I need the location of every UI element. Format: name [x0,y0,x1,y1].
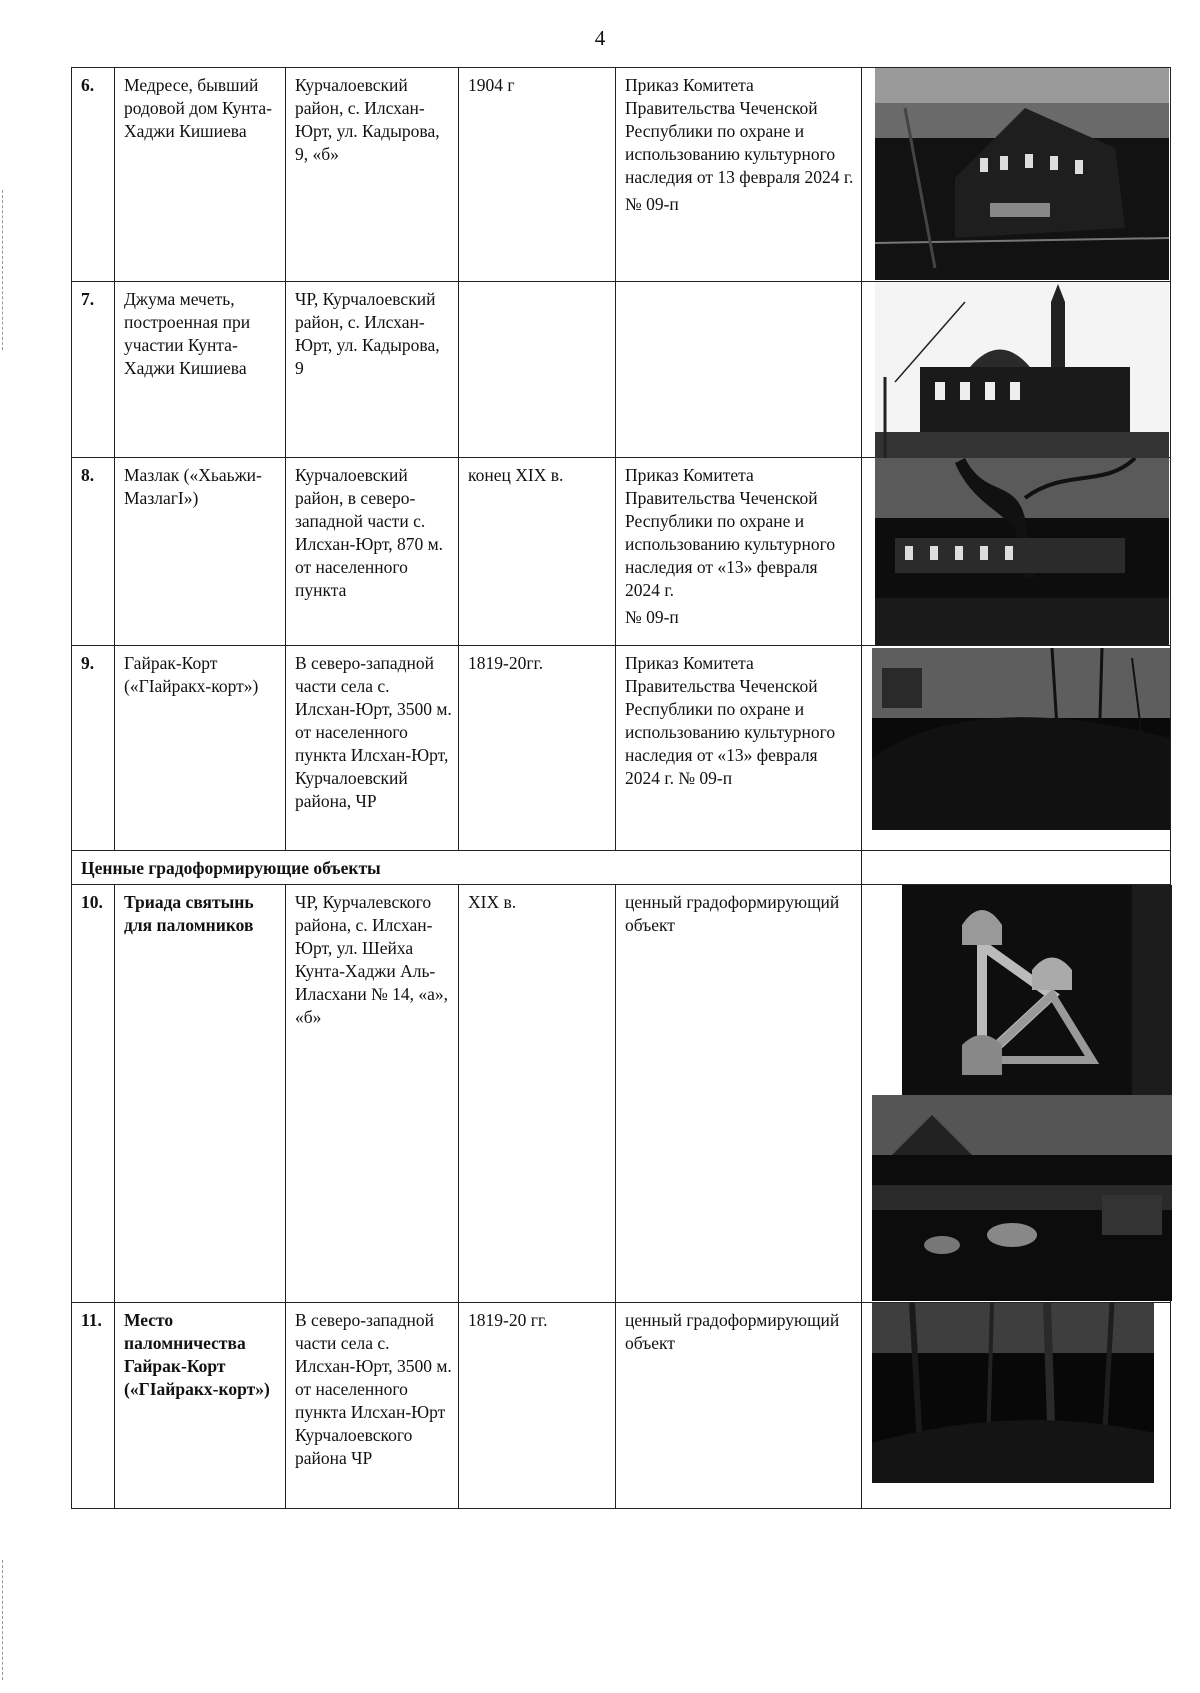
object-photo-cell [862,282,1171,458]
object-date: конец XIX в. [459,458,616,646]
table-row [72,458,1171,646]
object-date: 1904 г [459,68,616,282]
row-number: 8. [72,458,115,646]
protection-document [616,458,862,646]
table-row [72,646,1171,851]
triad-photo [902,885,1172,1095]
object-name: Джума мечеть, построенная при участии Кунта-Хаджи Кишиева [115,282,286,458]
object-location: В северо-западной части села с. Илсхан-Юрт, 3500 м. от населенного пункта Илсхан-Юрт Курчалоевского района ЧР [286,1303,459,1509]
document-number: № 09-п [625,607,679,627]
scan-margin-mark [2,190,7,350]
hill-photo [872,648,1170,830]
forest-photo [872,1303,1154,1483]
object-location: В северо-западной части села с. Илсхан-Юрт, 3500 м. от населенного пункта Илсхан-Юрт, Курчалоевский района, ЧР [286,646,459,851]
protection-document: Приказ Комитета Правительства Чеченской Республики по охране и использованию культурного наследия от «13» февраля 2024 г. № 09-п [616,646,862,851]
table-row [72,1303,1171,1509]
object-location: ЧР, Курчалевского района, с. Илсхан-Юрт, ул. Шейха Кунта-Хаджи Аль-Иласхани № 14, «а», «б» [286,885,459,1303]
protection-document [616,68,862,282]
building-photo [875,68,1169,280]
object-date: XIX в. [459,885,616,1303]
document-number: № 09-п [625,194,679,214]
object-location: Курчалоевский район, в северо-западной части с. Илсхан-Юрт, 870 м. от населенного пункта [286,458,459,646]
object-photo-cell [862,646,1171,851]
protection-document [616,282,862,458]
row-number: 9. [72,646,115,851]
object-location: ЧР, Курчалоевский район, с. Илсхан-Юрт, ул. Кадырова, 9 [286,282,459,458]
object-photo-cell [862,458,1171,646]
row-number: 7. [72,282,115,458]
object-location: Курчалоевский район, с. Илсхан-Юрт, ул. Кадырова, 9, «б» [286,68,459,282]
section-title: Ценные градоформирующие объекты [72,851,862,885]
heritage-objects-table [71,67,1171,1509]
table-row [72,282,1171,458]
object-photo-cell [862,885,1171,1303]
page-number: 4 [594,26,606,50]
document-text: Приказ Комитета Правительства Чеченской Республики по охране и использованию культурного наследия от 13 февраля 2024 г. [625,75,854,187]
row-number: 10. [72,885,115,1303]
object-name: Триада святынь для паломников [115,885,286,1303]
protection-document: ценный градоформирующий объект [616,1303,862,1509]
mosque-photo [875,282,1169,458]
object-name: Медресе, бывший родовой дом Кунта-Хаджи Кишиева [115,68,286,282]
table-row [72,885,1171,1303]
protection-document: ценный градоформирующий объект [616,885,862,1303]
object-date [459,282,616,458]
object-date: 1819-20гг. [459,646,616,851]
section-header-row [72,851,1171,885]
object-name: Мазлак («Хьаьжи-МазлагІ») [115,458,286,646]
row-number: 6. [72,68,115,282]
mazlak-photo [875,458,1169,645]
object-photo-cell [862,68,1171,282]
object-name: Гайрак-Корт («ГІайракх-корт») [115,646,286,851]
document-text: Приказ Комитета Правительства Чеченской Республики по охране и использованию культурного наследия от «13» февраля 2024 г. [625,465,836,600]
object-photo-cell [862,1303,1171,1509]
courtyard-photo [872,1095,1172,1301]
object-date: 1819-20 гг. [459,1303,616,1509]
row-number: 11. [72,1303,115,1509]
table-row [72,68,1171,282]
object-name: Место паломничества Гайрак-Корт («ГІайракх-корт») [115,1303,286,1509]
scan-margin-mark [2,1560,7,1680]
